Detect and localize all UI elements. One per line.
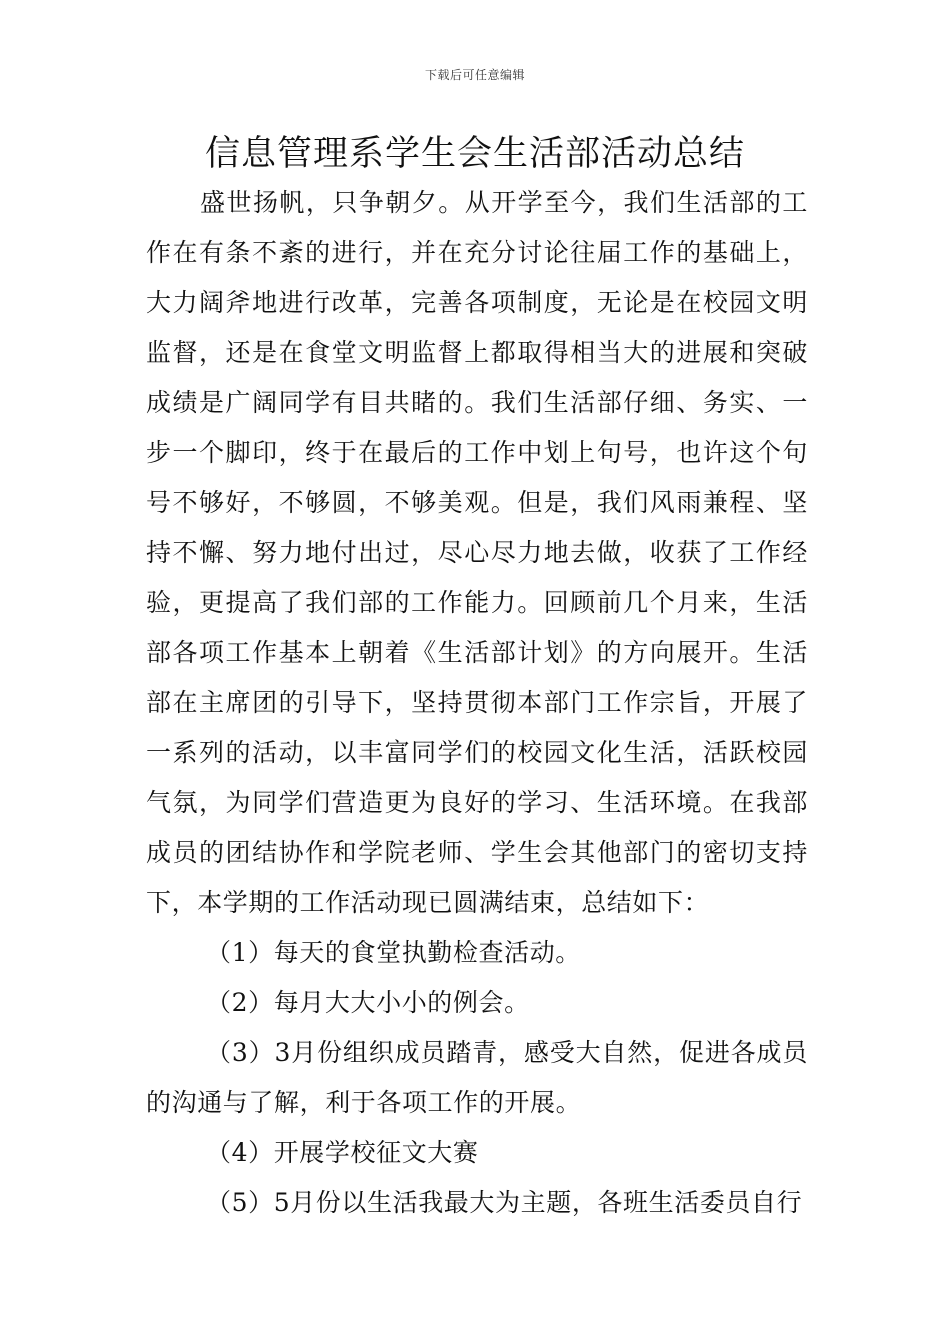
list-item: （1）每天的食堂执勤检查活动。 xyxy=(206,938,581,967)
header-note: 下载后可任意编辑 xyxy=(424,68,525,82)
document-title: 信息管理系学生会生活部活动总结 xyxy=(204,134,745,174)
list-item: （4）开展学校征文大赛 xyxy=(206,1138,479,1167)
intro-paragraph: 盛世扬帆，只争朝夕。从开学至今，我们生活部的工作在有条不紊的进行，并在充分讨论往届工作的基础上，大力阔斧地进行改革，完善各项制度，无论是在校园文明监督，还是在食堂文明监督上都取得相当大的进展和突破成绩是广阔同学有目共睹的。我们生活部仔细、务实、一步一个脚印，终于在最后的工作中划上句号，也许这个句号不够好，不够圆，不够美观。但是，我们风雨兼程、坚持不懈、努力地付出过，尽心尽力地去做，收获了工作经验，更提高了我们部的工作能力。回顾前几个月来，生活部各项工作基本上朝着《生活部计划》的方向展开。生活部在主席团的引导下，坚持贯彻本部门工作宗旨，开展了一系列的活动，以丰富同学们的校园文化生活，活跃校园气氛，为同学们营造更为良好的学习、生活环境。在我部成员的团结协作和学院老师、学生会其他部门的密切支持下，本学期的工作活动现已圆满结束，总结如下： xyxy=(146,188,808,917)
list-item: （2）每月大大小小的例会。 xyxy=(206,988,530,1017)
list-item: （5）5月份以生活我最大为主题，各班生活委员自行 xyxy=(206,1188,803,1217)
list-item: （3）3月份组织成员踏青，感受大自然，促进各成员的沟通与了解，利于各项工作的开展。 xyxy=(146,1038,808,1117)
document-body xyxy=(146,178,808,1228)
